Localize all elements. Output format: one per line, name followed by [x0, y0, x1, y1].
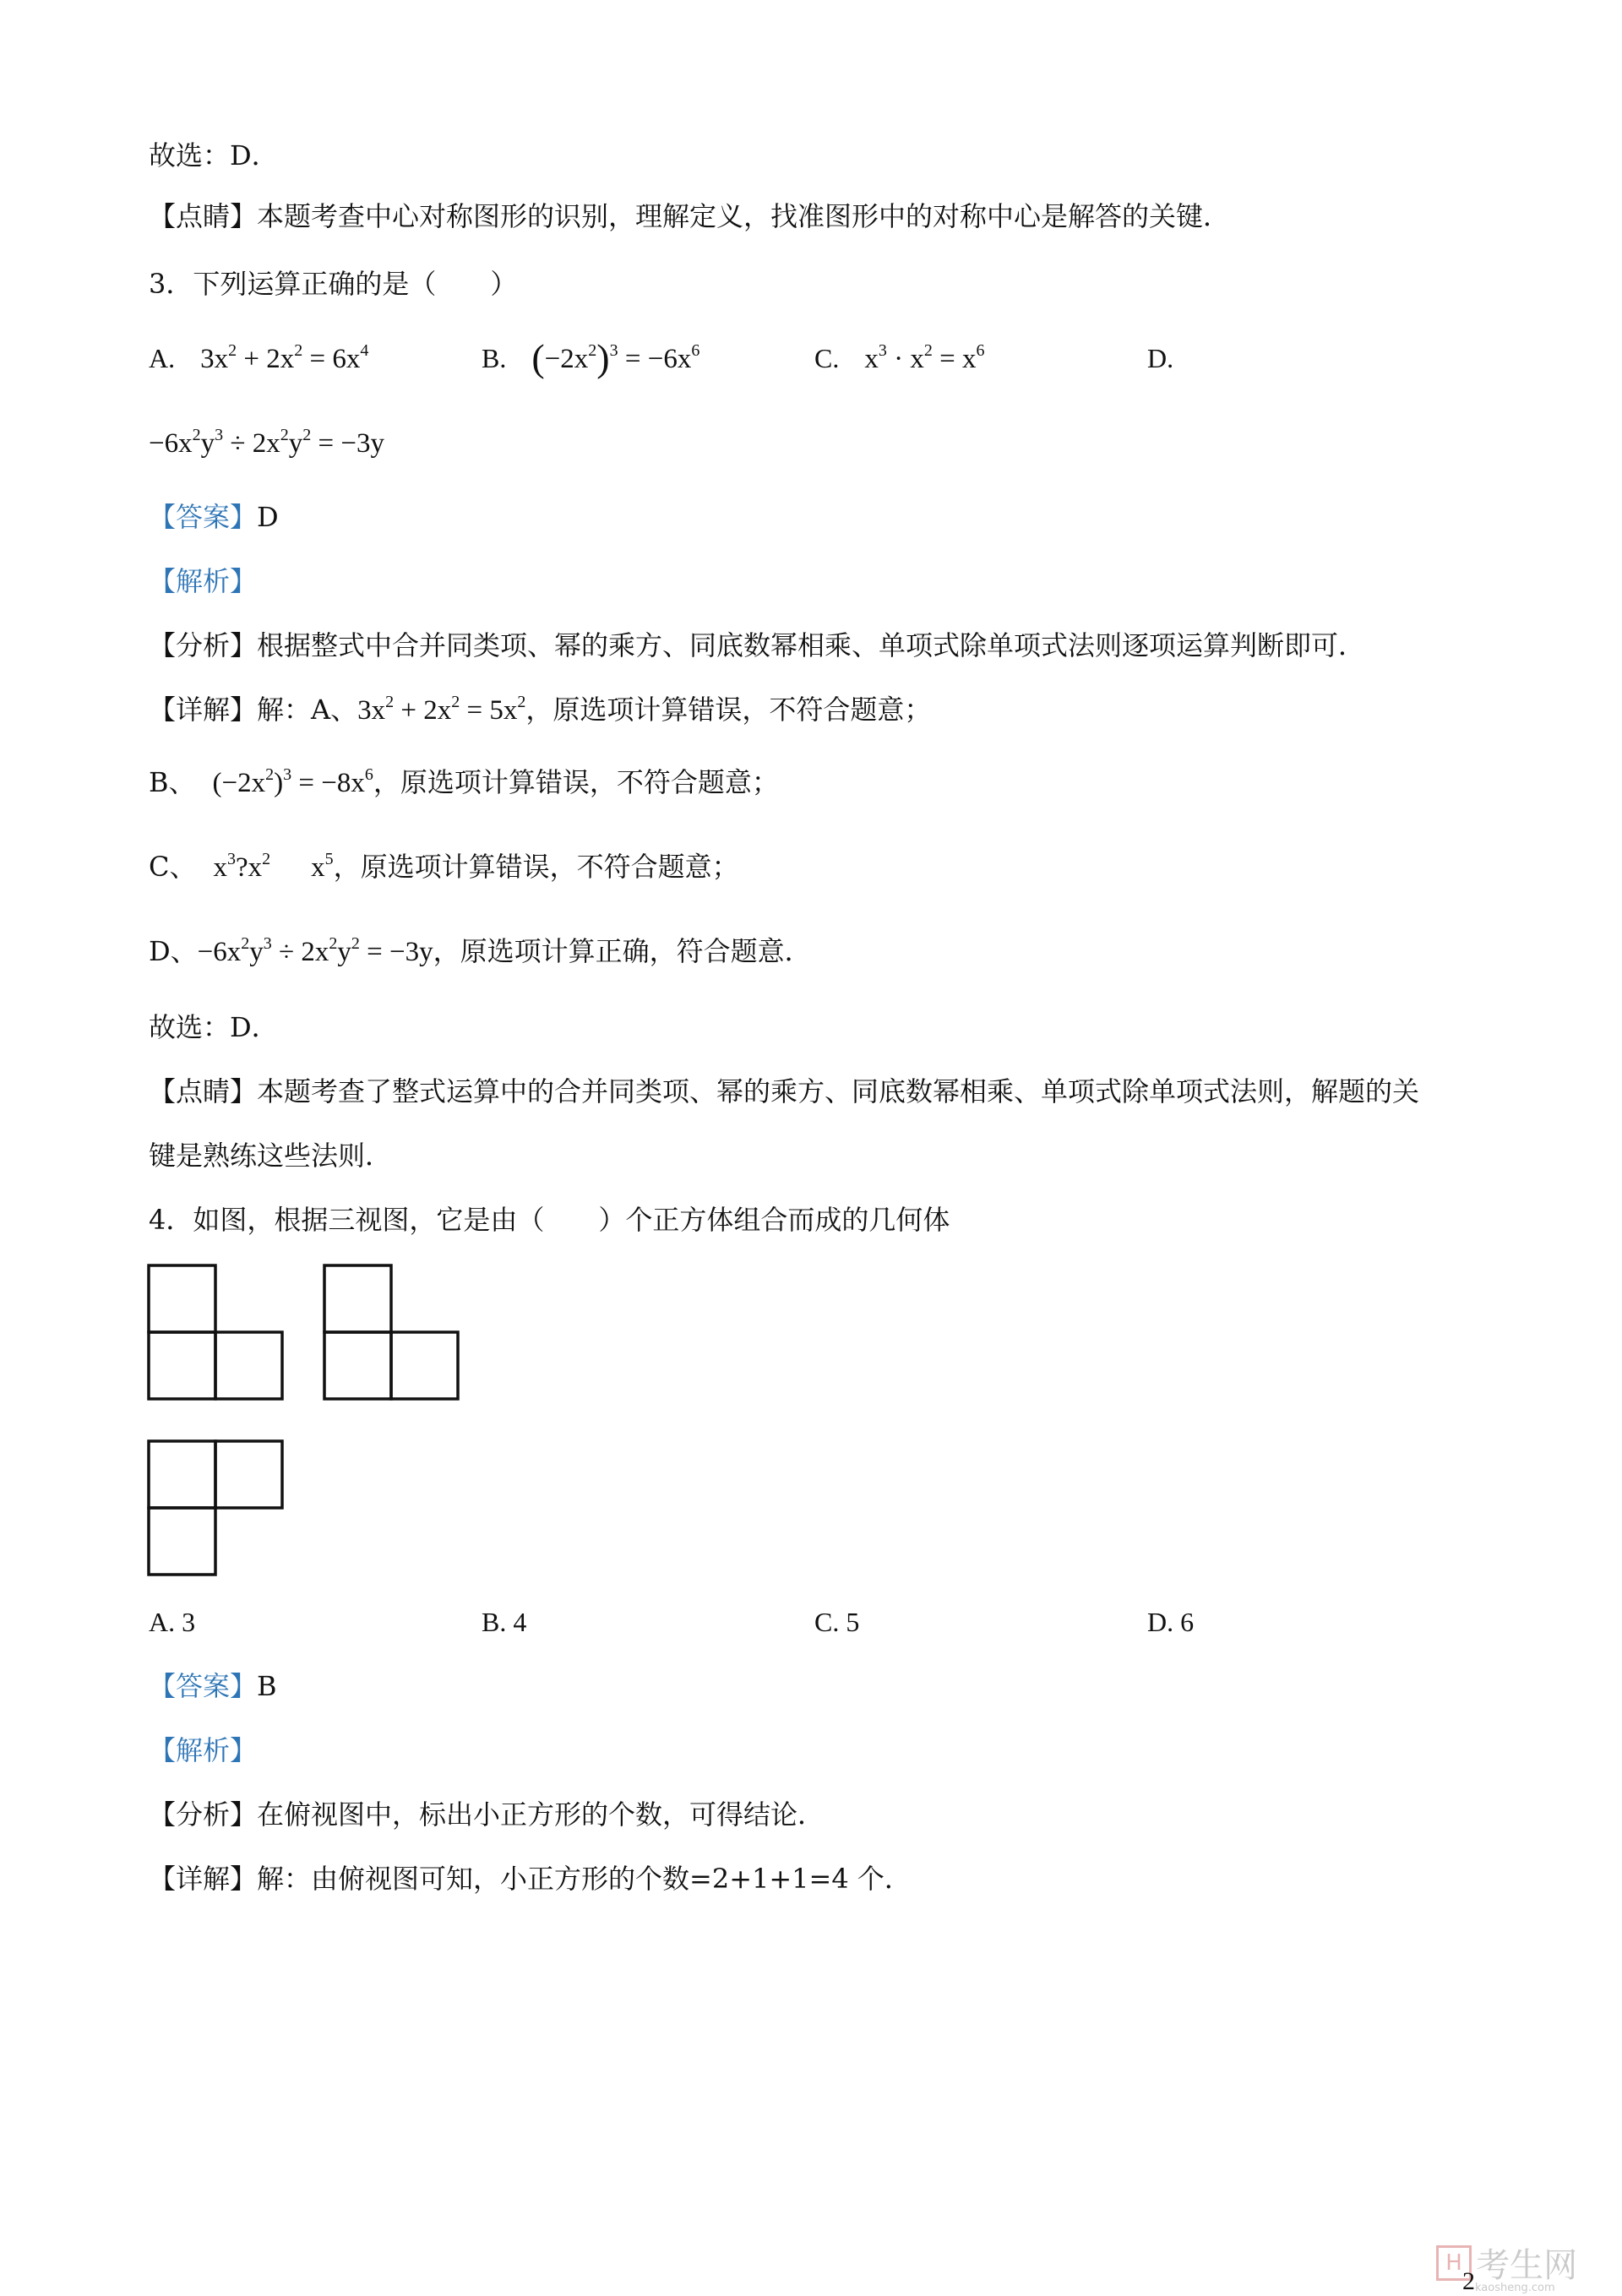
q3-detail-b: B、 $(-2x^2)^3 = -8x^6$，原选项计算错误，不符合题意； — [149, 765, 779, 798]
watermark-subtext: kaosheng.com — [1475, 2282, 1555, 2294]
answer-value: D — [257, 501, 279, 533]
q3-option-d: D. — [1147, 343, 1174, 373]
q3-detail-a: 【详解】解：A、$3x^2 + 2x^2 = 5x^2$，原选项计算错误，不符合题意； — [149, 693, 932, 726]
comment-text: 本题考查中心对称图形的识别，理解定义，找准图形中的对称中心是解答的关键． — [257, 200, 1231, 232]
watermark — [1436, 2239, 1577, 2294]
q3-option-b: B. $(-2x^2)^3 = -6x^6$ — [482, 336, 700, 379]
q3-option-d-expression: $-6x^2y^3 \div 2x^2y^2 = -3y$ — [149, 426, 384, 459]
q4-option-a: A. 3 — [149, 1607, 196, 1637]
answer-tag: 【答案】 — [149, 1670, 258, 1702]
watermark-logo-icon: H — [1436, 2245, 1472, 2281]
q3-detail-c: C、 $x^3?x^2$ $x^5$，原选项计算错误，不符合题意； — [149, 850, 739, 883]
q3-option-a: A. $3x^2 + 2x^2 = 6x^4$ — [149, 341, 369, 374]
q3-comment-2: 键是熟练这些法则． — [149, 1140, 393, 1172]
question-3: 3．下列运算正确的是（ ） — [149, 268, 518, 300]
comment-tag: 【点睛】 — [149, 200, 258, 232]
side-view-figure — [323, 1264, 460, 1401]
front-view-figure — [147, 1264, 284, 1401]
q4-option-b: B. 4 — [482, 1607, 527, 1637]
watermark-text: 考生网 — [1476, 2246, 1578, 2285]
q3-detail-d: D、$-6x^2y^3 \div 2x^2y^2 = -3y$，原选项计算正确，符合题意． — [149, 934, 812, 967]
page-number: 2 — [1462, 2267, 1475, 2295]
answer-value: B — [257, 1670, 277, 1702]
q4-detail: 【详解】解：由俯视图可知，小正方形的个数=2+1+1=4 个． — [149, 1863, 912, 1895]
q4-analysis-tag: 【解析】 — [149, 1734, 258, 1766]
q3-analysis: 【分析】根据整式中合并同类项、幂的乘方、同底数幂相乘、单项式除单项式法则逐项运算判断即可． — [149, 629, 1366, 661]
comment-line — [149, 199, 1230, 233]
q4-option-c: C. 5 — [814, 1607, 860, 1637]
q3-answer — [149, 500, 279, 534]
q4-analysis: 【分析】在俯视图中，标出小正方形的个数，可得结论． — [149, 1798, 825, 1831]
q3-option-c: C. $x^3 \cdot x^2 = x^6$ — [814, 341, 985, 374]
q4-answer — [149, 1669, 277, 1703]
question-4: 4．如图，根据三视图，它是由（ ）个正方体组合而成的几何体 — [149, 1204, 950, 1236]
q3-conclusion: 故选：D． — [149, 1011, 279, 1043]
q3-analysis-tag: 【解析】 — [149, 565, 258, 597]
answer-tag: 【答案】 — [149, 501, 258, 533]
q4-option-d: D. 6 — [1147, 1607, 1195, 1637]
conclusion-line: 故选：D． — [149, 139, 279, 171]
q3-comment-1: 【点睛】本题考查了整式运算中的合并同类项、幂的乘方、同底数幂相乘、单项式除单项式法则，解题的关 — [149, 1075, 1420, 1107]
top-view-figure — [147, 1439, 284, 1576]
